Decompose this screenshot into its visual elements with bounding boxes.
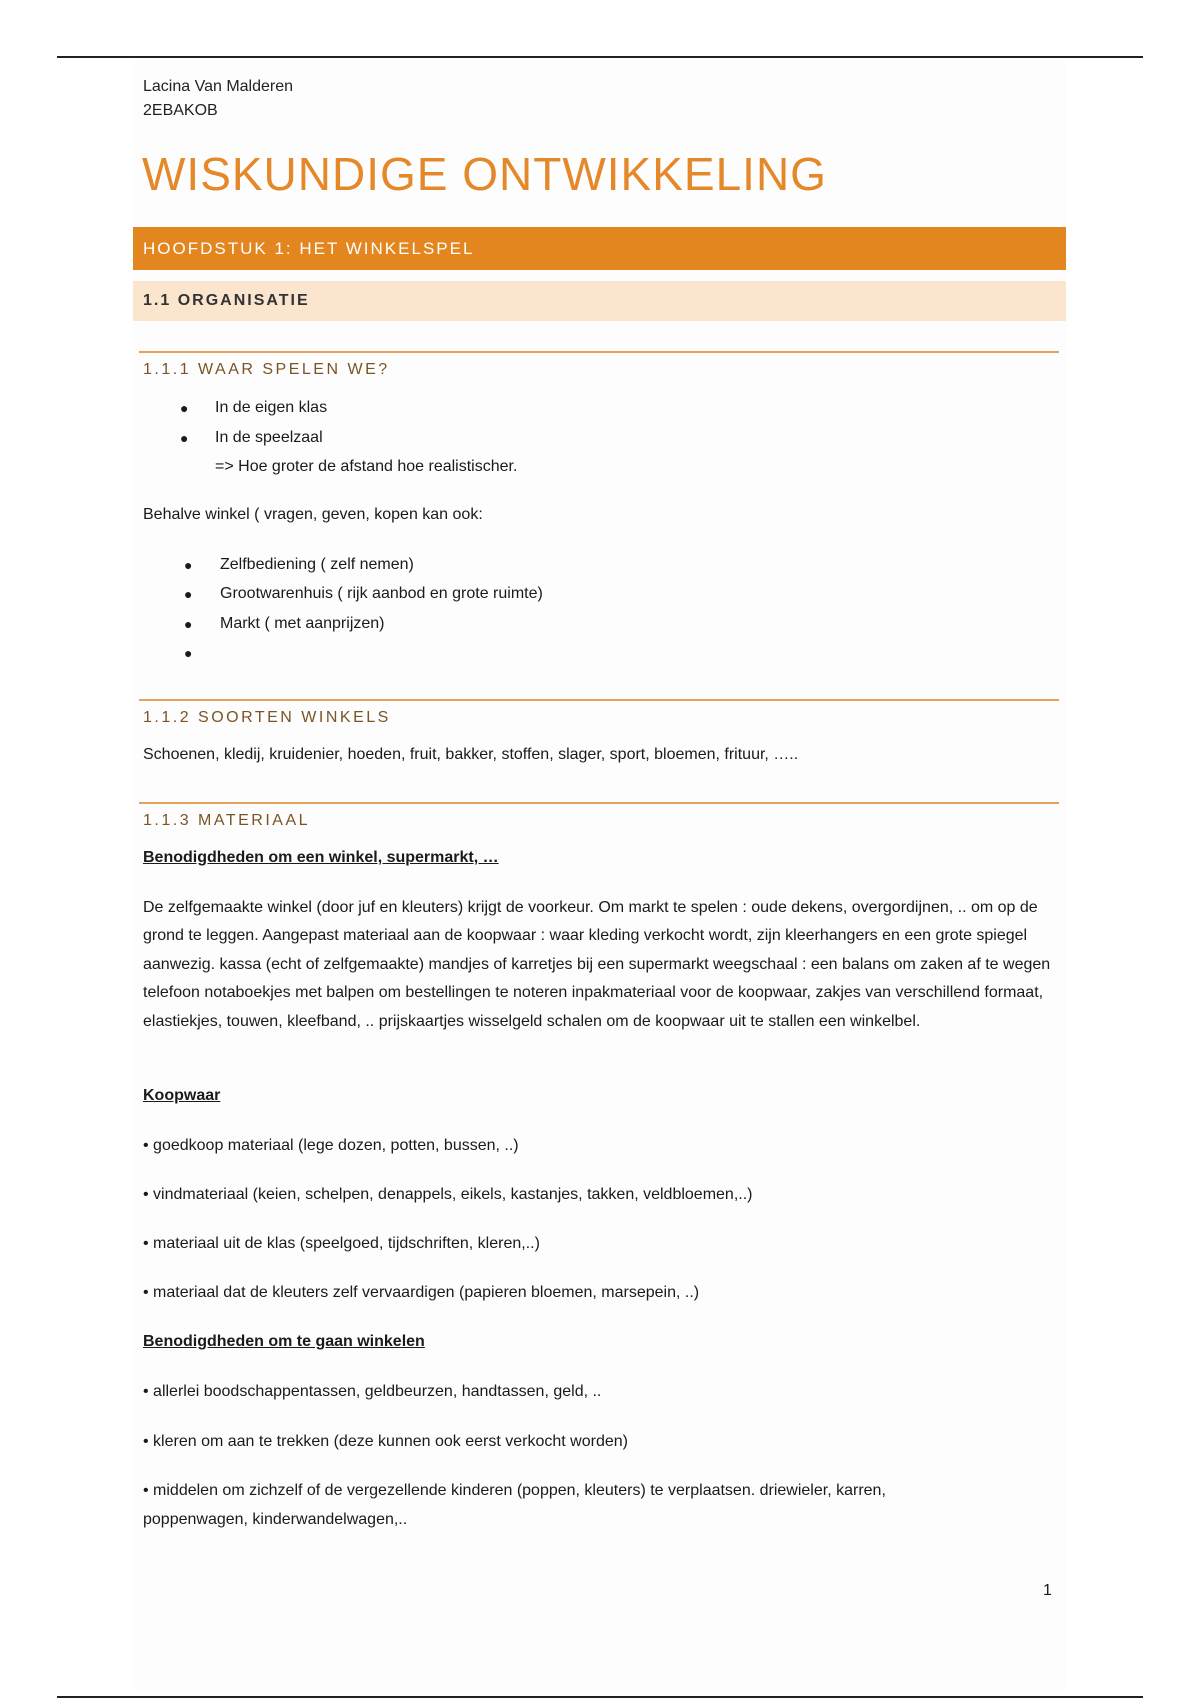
bullet: ●: [184, 645, 193, 661]
list-item: Grootwarenhuis ( rijk aanbod en grote ruimte): [220, 585, 543, 602]
list-item: • allerlei boodschappentassen, geldbeurzen, handtassen, geld, ..: [143, 1383, 602, 1400]
subsection-heading-materiaal: 1.1.3 MATERIAAL: [143, 812, 311, 829]
bullet: ●: [180, 400, 189, 416]
list-item: • materiaal dat de kleuters zelf vervaardigen (papieren bloemen, marsepein, ..): [143, 1284, 700, 1301]
list-item: • kleren om aan te trekken (deze kunnen ook eerst verkocht worden): [143, 1433, 628, 1450]
document-title: WISKUNDIGE ONTWIKKELING: [142, 148, 827, 200]
list-item-continuation: poppenwagen, kinderwandelwagen,..: [143, 1511, 408, 1528]
list-item: • goedkoop materiaal (lege dozen, potten, bussen, ..): [143, 1137, 519, 1154]
heading-rule: [139, 802, 1059, 804]
bullet: ●: [184, 557, 193, 573]
list-item: In de speelzaal: [215, 429, 323, 446]
page-number: 1: [1043, 1582, 1052, 1599]
intro-text: Behalve winkel ( vragen, geven, kopen kan ook:: [143, 506, 483, 523]
list-item: • middelen om zichzelf of de vergezellende kinderen (poppen, kleuters) te verplaatsen. driewieler, karren,: [143, 1482, 886, 1499]
subsection-heading-soorten: 1.1.2 SOORTEN WINKELS: [143, 709, 391, 726]
author-name: Lacina Van Malderen: [143, 78, 294, 95]
subheading-winkel: Benodigdheden om een winkel, supermarkt, …: [143, 849, 499, 866]
section-heading: 1.1 ORGANISATIE: [133, 281, 1066, 321]
bullet: ●: [180, 430, 189, 446]
list-item: Zelfbediening ( zelf nemen): [220, 556, 414, 573]
bullet: ●: [184, 616, 193, 632]
bullet: ●: [184, 586, 193, 602]
list-note: => Hoe groter de afstand hoe realistischer.: [215, 458, 518, 475]
subsection-heading-waar-spelen: 1.1.1 WAAR SPELEN WE?: [143, 361, 390, 378]
author-block: [143, 75, 293, 123]
class-code: 2EBAKOB: [143, 102, 218, 119]
subheading-koopwaar: Koopwaar: [143, 1087, 221, 1104]
list-item: In de eigen klas: [215, 399, 328, 416]
heading-rule: [139, 699, 1059, 701]
subheading-winkelen: Benodigdheden om te gaan winkelen: [143, 1333, 425, 1350]
top-rule: [57, 56, 1143, 58]
list-item: Markt ( met aanprijzen): [220, 615, 385, 632]
materiaal-paragraph: De zelfgemaakte winkel (door juf en kleuters) krijgt de voorkeur. Om markt te spelen : oude dekens, overgordijnen, .. om op de grond te leggen. Aangepast materiaal aan de koopwaar : waar kleding verkocht wordt, zijn kleerhangers en een grote spiegel aanwezig. kassa (echt of zelfgemaakte) mandjes of karretjes bij een supermarkt weegschaal : een balans om zaken af te wegen telefoon notaboekjes met balpen om bestellingen te noteren inpakmateriaal voor de koopwaar, zakjes van verschillend formaat, elastiekjes, touwen, kleefband, .. prijskaartjes wisselgeld schalen om de koopwaar uit te stallen een winkelbel.: [143, 899, 1051, 1030]
list-item: • vindmateriaal (keien, schelpen, denappels, eikels, kastanjes, takken, veldbloemen,..): [143, 1186, 753, 1203]
chapter-heading: HOOFDSTUK 1: HET WINKELSPEL: [133, 227, 1066, 270]
soorten-text: Schoenen, kledij, kruidenier, hoeden, fruit, bakker, stoffen, slager, sport, bloemen, frituur, …..: [143, 746, 799, 763]
bottom-rule: [57, 1696, 1143, 1698]
list-item: • materiaal uit de klas (speelgoed, tijdschriften, kleren,..): [143, 1235, 540, 1252]
heading-rule: [139, 351, 1059, 353]
